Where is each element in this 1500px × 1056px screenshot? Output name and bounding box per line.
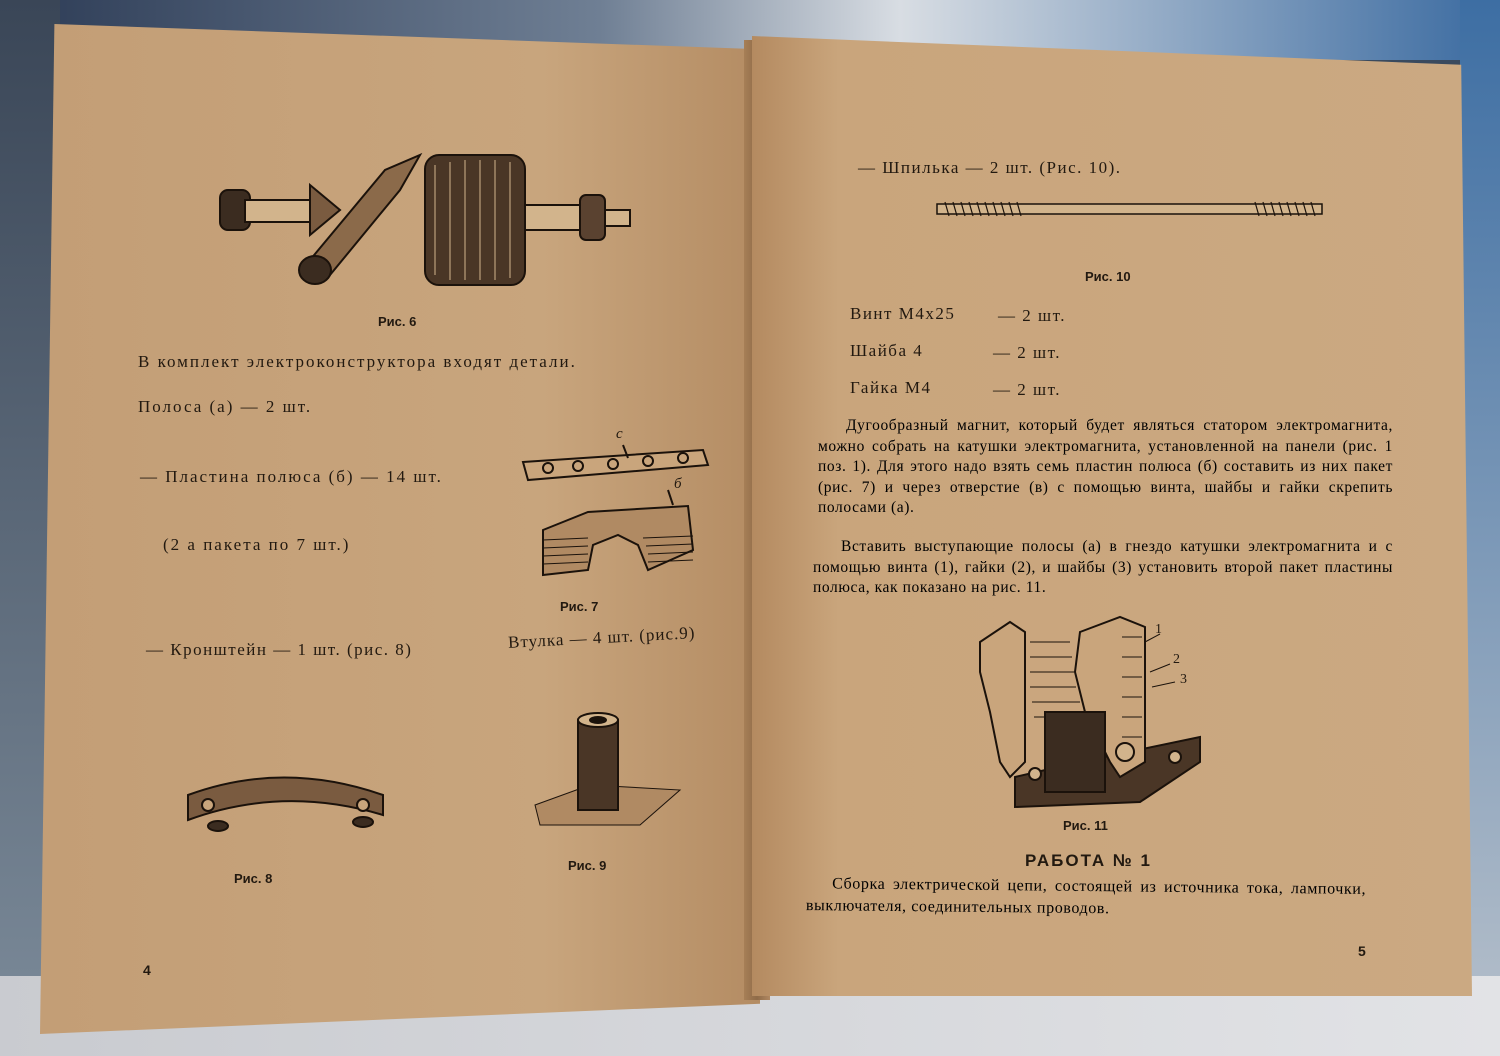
item-stud: — Шпилька — 2 шт. (Рис. 10). [858, 158, 1122, 177]
item-strip: Полоса (а) — 2 шт. [138, 397, 313, 416]
fig11-label-3: 3 [1180, 672, 1187, 687]
left-page-number: 4 [143, 962, 151, 978]
fig11-label-2: 2 [1173, 652, 1180, 667]
assembly-paragraph-1: Дугообразный магнит, который будет являться статором электромагнита, можно собрать на катушки электромагнита, установленной на панели (рис. 1 поз. 1). Для этого надо взять семь пластин полюса (б) составить из них пакет (рис. 7) и через отверстие (в) с помощью винта, шайбы и гайки скрепить полосами (а). [818, 417, 1393, 516]
fig7-pole-plate-illustration [518, 420, 718, 600]
section-heading: РАБОТА № 1 [1025, 851, 1153, 870]
item-bushing: Втулка — 4 шт. (рис.9) [507, 623, 696, 652]
fig11-label-1: 1 [1155, 622, 1162, 637]
fig6-rotor-illustration [210, 130, 640, 310]
fig10-caption: Рис. 10 [1085, 269, 1131, 284]
fig9-bushing-illustration [530, 705, 690, 835]
parts-intro: В комплект электроконструктора входят детали. [138, 352, 577, 371]
assembly-paragraph-2: Вставить выступающие полосы (а) в гнездо катушки электромагнита и с помощью винта (1), гайки (2), и шайбы (3) установить второй пакет пластины полюса, как показано на рис. 11. [813, 538, 1393, 596]
item-bracket: — Кронштейн — 1 шт. (рис. 8) [146, 640, 413, 659]
item-washer-qty: — 2 шт. [993, 343, 1061, 362]
fig8-caption: Рис. 8 [234, 871, 273, 886]
item-nut-qty: — 2 шт. [993, 380, 1061, 399]
item-washer: Шайба 4 [850, 341, 924, 360]
item-nut: Гайка М4 [850, 378, 932, 397]
fig7-label-v: с [616, 426, 623, 442]
section-text: Сборка электрической цепи, состоящей из источника тока, лампочки, выключателя, соединительных проводов. [805, 875, 1367, 918]
fig6-caption: Рис. 6 [378, 314, 417, 329]
right-page-number: 5 [1358, 943, 1366, 959]
item-pole-plate: — Пластина полюса (б) — 14 шт. [140, 467, 443, 486]
fig7-label-b: б [674, 476, 682, 492]
fig11-caption: Рис. 11 [1063, 818, 1108, 833]
fig8-bracket-illustration [183, 760, 393, 840]
fig10-stud-illustration [935, 195, 1325, 225]
item-screw-qty: — 2 шт. [998, 306, 1066, 325]
fig11-magnet-assembly-illustration [970, 612, 1210, 812]
fig9-caption: Рис. 9 [568, 858, 607, 873]
item-pole-plate-note: (2 а пакета по 7 шт.) [163, 535, 351, 554]
item-screw: Винт М4х25 [850, 304, 956, 323]
fig7-caption: Рис. 7 [560, 599, 599, 614]
